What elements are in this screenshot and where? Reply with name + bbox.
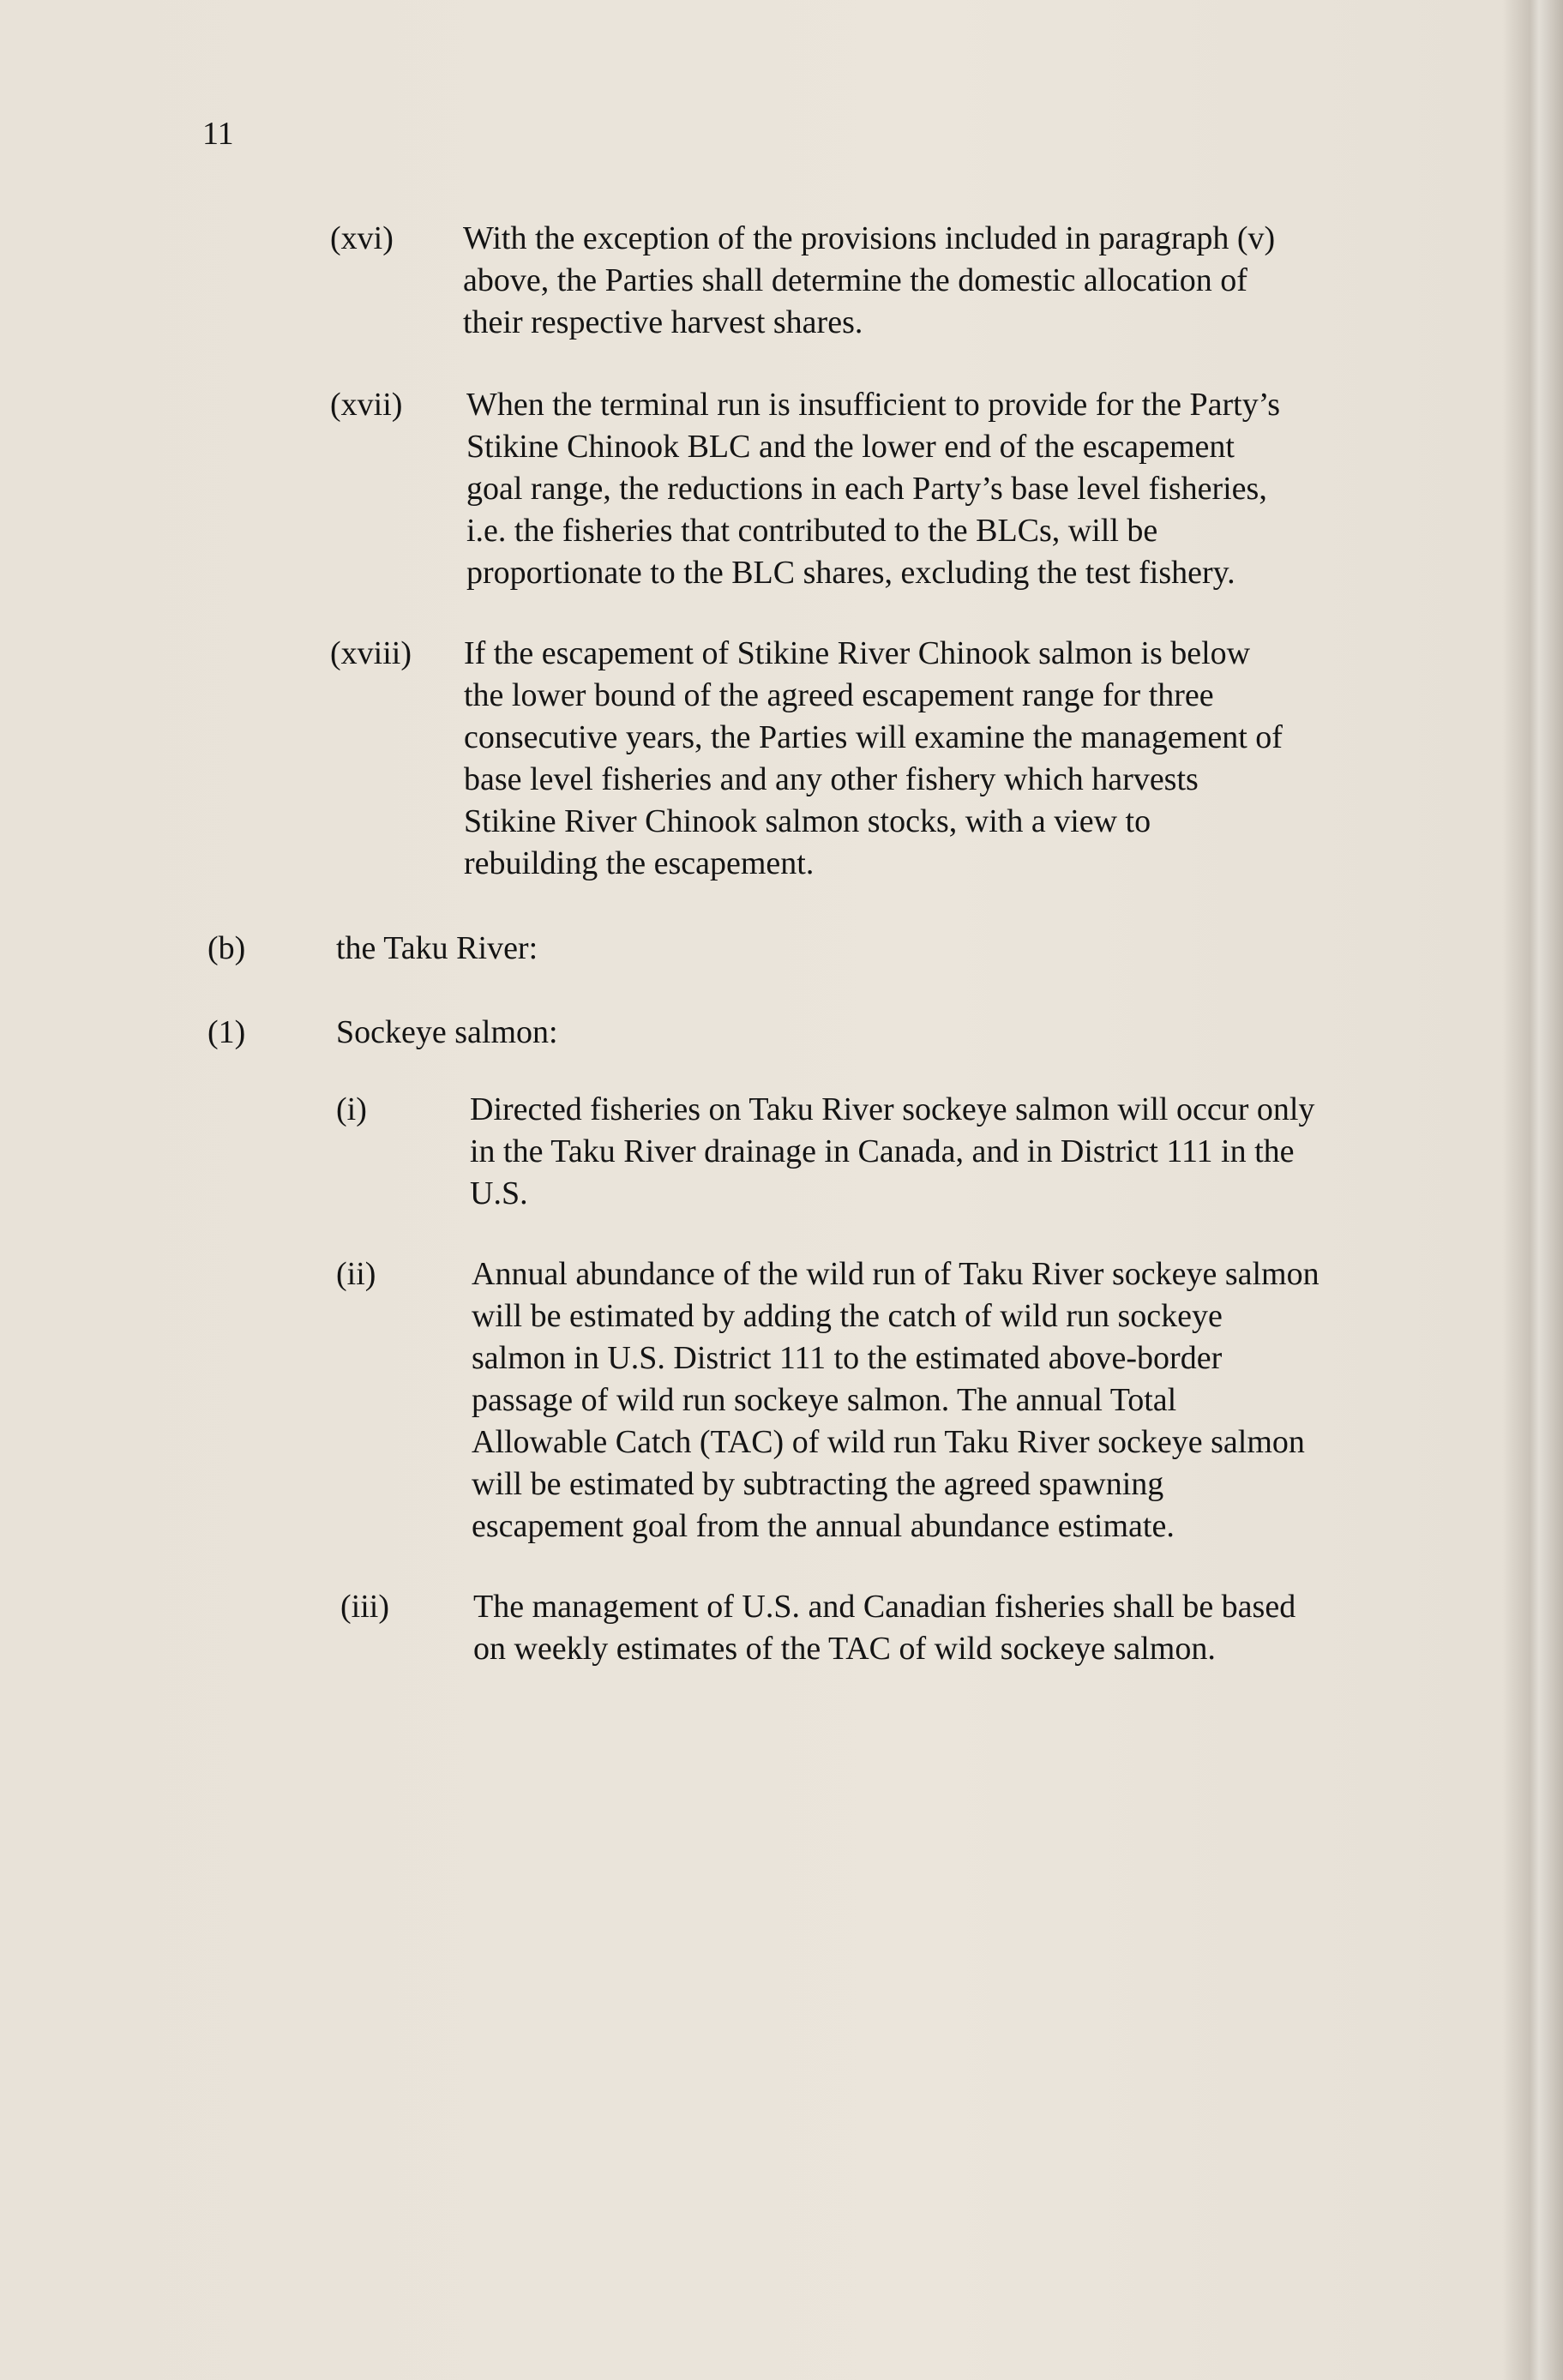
paragraph-text: When the terminal run is insufficient to provide for the Party’s Stikine Chinook BLC and the lower end of the escapement goal range, the reductions in each Party’s base level fisheries, i.e. the fisheries that contributed to the BLCs, will be proportionate to the BLC shares, excluding the test fishery. [466, 387, 1281, 591]
paragraph-text: If the escapement of Stikine River Chinook salmon is below the lower bound of the agreed escapement range for three consecutive years, the Parties will examine the management of base level fisheries and any other fishery which harvests Stikine River Chinook salmon stocks, with a view to rebuilding the escapement. [464, 635, 1283, 881]
paragraph-label: (iii) [340, 1589, 389, 1625]
paragraph-label: (xviii) [330, 635, 412, 671]
paragraph-label: (i) [336, 1091, 367, 1127]
section-heading: the Taku River: [336, 930, 538, 966]
paragraph-label: (xvii) [330, 387, 403, 423]
paragraph-text: With the exception of the provisions included in paragraph (v) above, the Parties shall determine the domestic allocation of their respective harvest shares. [463, 220, 1276, 340]
page-number: 11 [202, 116, 234, 152]
paragraph-label: (xvi) [330, 220, 394, 256]
paragraph-text: Annual abundance of the wild run of Taku River sockeye salmon will be estimated by adding the catch of wild run sockeye salmon in U.S. District 111 to the estimated above-border passage of wild run sockeye salmon. The annual Total Allowable Catch (TAC) of wild run Taku River sockeye salmon will be estimated by subtracting the agreed spawning escapement goal from the annual abundance estimate. [472, 1256, 1320, 1544]
subsection-heading: Sockeye salmon: [336, 1014, 558, 1050]
paragraph-label: (ii) [336, 1256, 376, 1292]
section-label: (b) [207, 930, 246, 966]
paragraph-text: The management of U.S. and Canadian fisheries shall be based on weekly estimates of the TAC of wild sockeye salmon. [473, 1589, 1296, 1667]
subsection-label: (1) [207, 1014, 246, 1050]
paragraph-text: Directed fisheries on Taku River sockeye salmon will occur only in the Taku River drainage in Canada, and in District 111 in the U.S. [470, 1091, 1315, 1211]
page-edge-shadow [1503, 0, 1563, 2380]
